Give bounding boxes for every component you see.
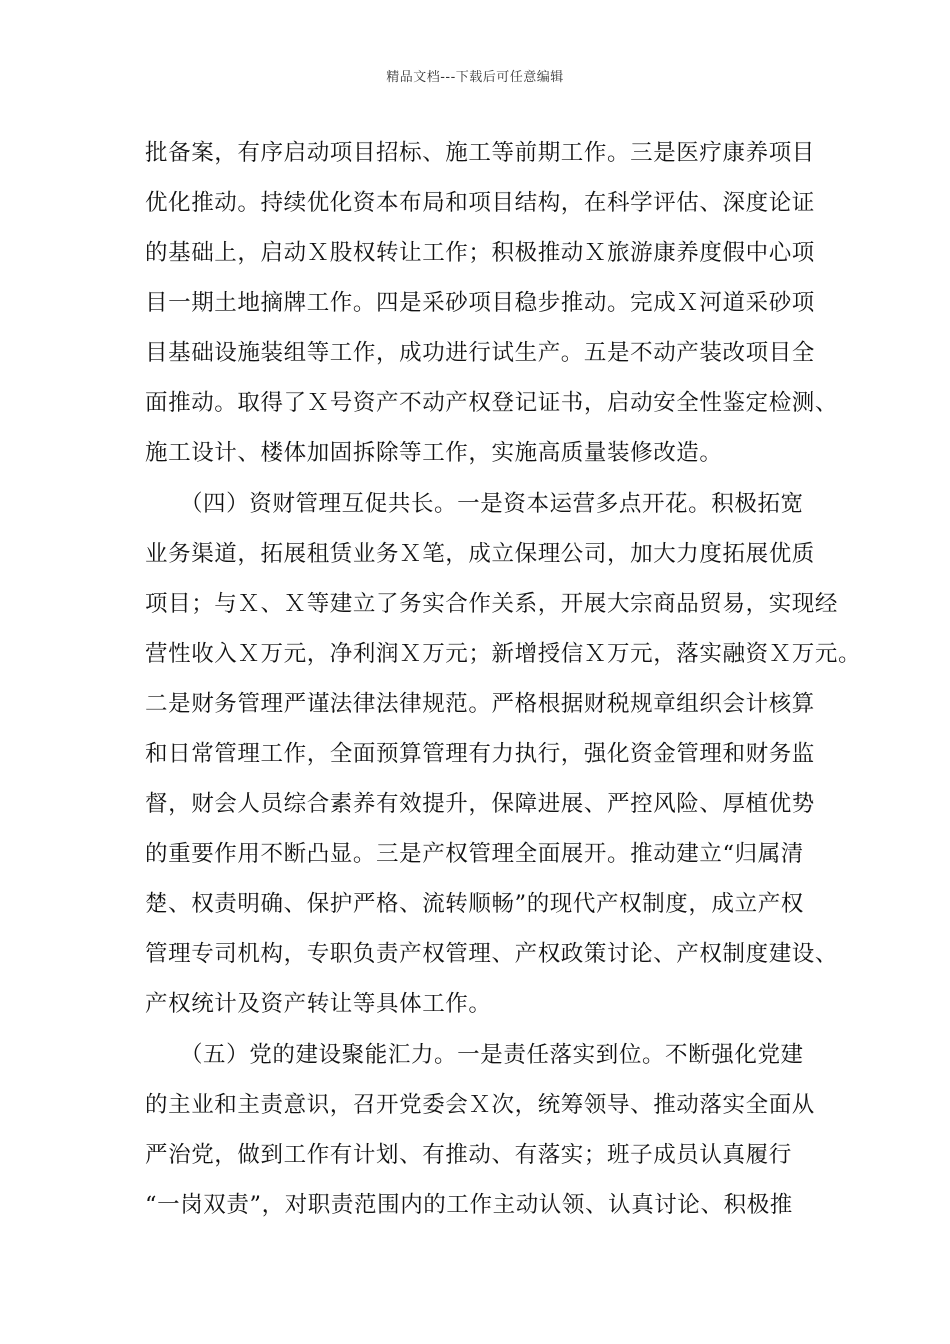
- text-line: 和日常管理工作，全面预算管理有力执行，强化资金管理和财务监: [145, 741, 815, 767]
- text-line: 项目；与Ｘ、Ｘ等建立了务实合作关系，开展大宗商品贸易，实现经: [145, 591, 839, 617]
- text-line: 目基础设施装组等工作，成功进行试生产。五是不动产装改项目全: [145, 340, 815, 366]
- text-line: 二是财务管理严谨法律法律规范。严格根据财税规章组织会计核算: [145, 691, 815, 717]
- text-line: 目一期土地摘牌工作。四是采砂项目稳步推动。完成Ｘ河道采砂项: [145, 290, 815, 316]
- text-line: 严治党，做到工作有计划、有推动、有落实；班子成员认真履行: [145, 1142, 792, 1168]
- document-body: [145, 128, 862, 1230]
- text-line: 业务渠道，拓展租赁业务Ｘ笔，成立保理公司，加大力度拓展优质: [145, 541, 815, 567]
- page-header: 精品文档---下载后可任意编辑: [386, 70, 564, 85]
- text-line: 楚、权责明确、保护严格、流转顺畅”的现代产权制度，成立产权: [145, 891, 804, 917]
- text-line: “一岗双责”，对职责范围内的工作主动认领、认真讨论、积极推: [145, 1192, 793, 1218]
- text-line: 产权统计及资产转让等具体工作。: [145, 991, 492, 1017]
- text-line: 的基础上，启动Ｘ股权转让工作；积极推动Ｘ旅游康养度假中心项: [145, 240, 815, 266]
- text-line: 批备案，有序启动项目招标、施工等前期工作。三是医疗康养项目: [145, 140, 815, 166]
- text-line: 营性收入Ｘ万元，净利润Ｘ万元；新增授信Ｘ万元，落实融资Ｘ万元。: [145, 641, 862, 667]
- text-line: 管理专司机构，专职负责产权管理、产权政策讨论、产权制度建设、: [145, 941, 839, 967]
- text-line: （四）资财管理互促共长。一是资本运营多点开花。积极拓宽: [145, 491, 804, 517]
- text-line: 优化推动。持续优化资本布局和项目结构，在科学评估、深度论证: [145, 190, 815, 216]
- text-line: 施工设计、楼体加固拆除等工作，实施高质量装修改造。: [145, 440, 723, 466]
- text-line: 面推动。取得了Ｘ号资产不动产权登记证书，启动安全性鉴定检测、: [145, 390, 839, 416]
- text-line: 的重要作用不断凸显。三是产权管理全面展开。推动建立“归属清: [145, 841, 804, 867]
- text-line: （五）党的建设聚能汇力。一是责任落实到位。不断强化党建: [145, 1042, 804, 1068]
- text-line: 督，财会人员综合素养有效提升，保障进展、严控风险、厚植优势: [145, 791, 815, 817]
- text-line: 的主业和主责意识，召开党委会Ｘ次，统筹领导、推动落实全面从: [145, 1092, 815, 1118]
